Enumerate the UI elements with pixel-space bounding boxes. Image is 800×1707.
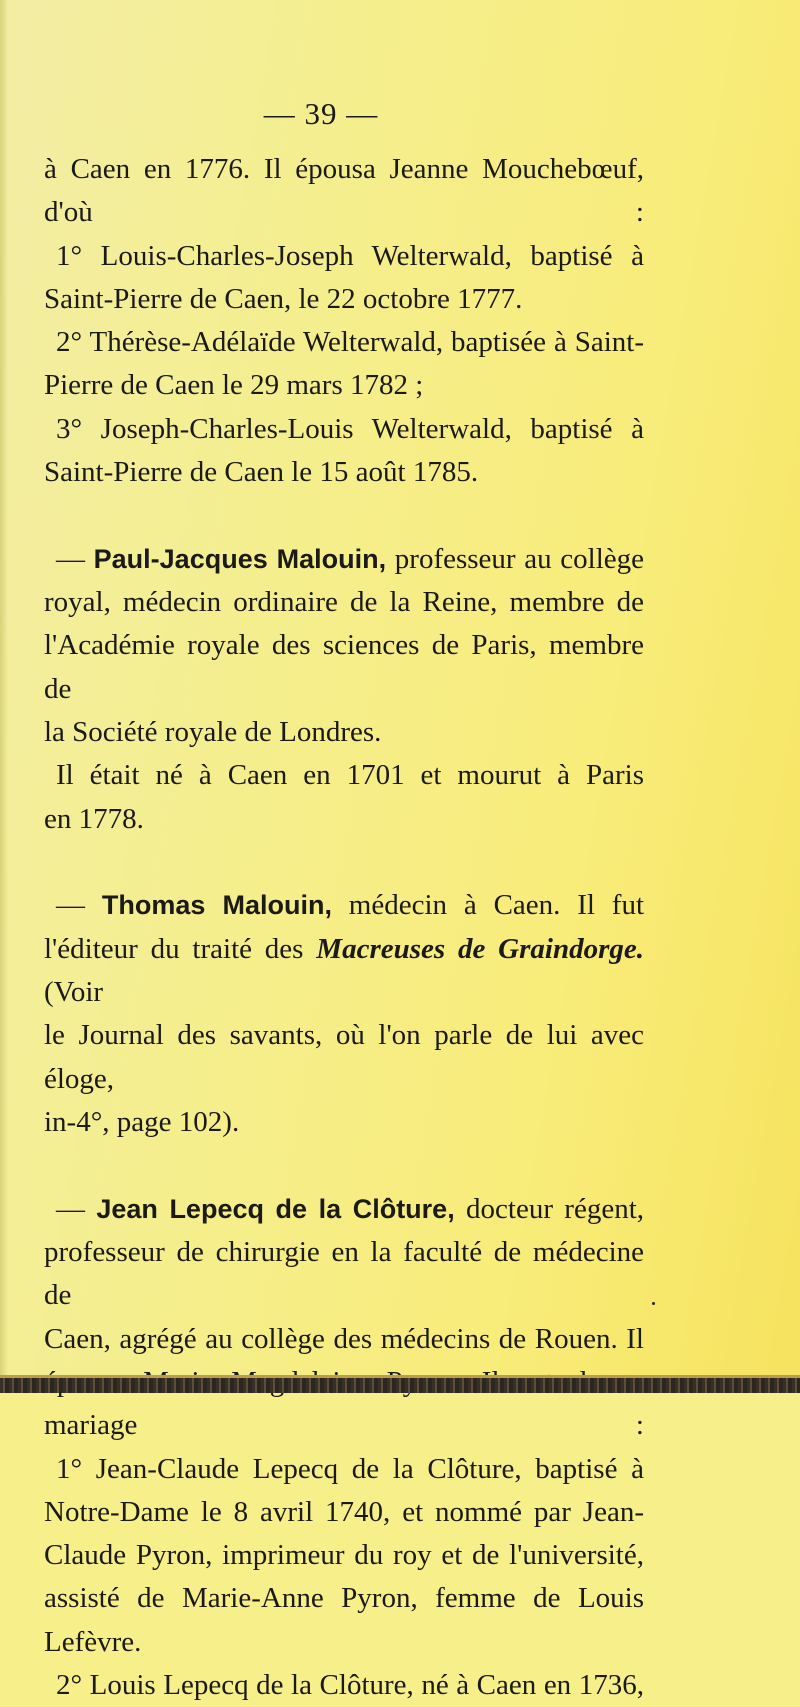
text-line: in-4°, page 102). xyxy=(44,1105,240,1138)
text-line: Il était né à Caen en 1701 et mourut à Paris xyxy=(56,759,644,792)
em-dash: — xyxy=(56,1192,97,1225)
text-fragment: docteur régent, xyxy=(454,1192,645,1225)
book-title: Macreuses de Graindorge. xyxy=(316,932,644,965)
text-fragment: (Voir xyxy=(44,976,104,1009)
text-line: Pierre de Caen le 29 mars 1782 ; xyxy=(44,369,424,402)
text-line: Lefèvre. xyxy=(44,1625,142,1658)
page-number: — 39 — xyxy=(263,96,379,131)
entry-paul-jacques-malouin xyxy=(44,538,644,581)
text-line: 3° Joseph-Charles-Louis Welterwald, baptisé à xyxy=(56,412,644,445)
text-line: Saint-Pierre de Caen, le 22 octobre 1777. xyxy=(44,282,523,315)
text-line: Caen, agrégé au collège des médecins de Rouen. Il xyxy=(44,1322,644,1355)
text-fragment: professeur au collège xyxy=(386,542,644,575)
text-line: royal, médecin ordinaire de la Reine, membre de xyxy=(44,586,644,619)
text-line: 1° Jean-Claude Lepecq de la Clôture, baptisé à xyxy=(56,1452,644,1485)
text-line xyxy=(44,928,644,1015)
text-line: mariage : xyxy=(44,1409,644,1442)
person-name: Thomas Malouin, xyxy=(101,890,332,921)
text-line: Notre-Dame le 8 avril 1740, et nommé par Jean- xyxy=(44,1495,644,1528)
text-line: Saint-Pierre de Caen le 15 août 1785. xyxy=(44,456,479,489)
scan-edge-band xyxy=(0,1378,800,1393)
em-dash: — xyxy=(56,889,102,922)
text-line: professeur de chirurgie en la faculté de médecine de xyxy=(44,1236,644,1312)
person-name: Paul-Jacques Malouin, xyxy=(93,543,387,574)
text-line: 2° Thérèse-Adélaïde Welterwald, baptisée à Saint- xyxy=(56,326,644,359)
em-dash: — xyxy=(56,542,94,575)
text-line: le Journal des savants, où l'on parle de lui avec éloge, xyxy=(44,1019,644,1095)
text-line: en 1778. xyxy=(44,802,144,835)
text-line: 2° Louis Lepecq de la Clôture, né à Caen en 1736, xyxy=(56,1669,644,1701)
entry-jean-lepecq xyxy=(44,1188,644,1231)
ink-speck xyxy=(652,1302,655,1305)
text-line: Claude Pyron, imprimeur du roy et de l'université, xyxy=(44,1539,644,1572)
text-line: 1° Louis-Charles-Joseph Welterwald, baptisé à xyxy=(56,239,644,272)
entry-thomas-malouin xyxy=(44,884,644,927)
text-line: assisté de Marie-Anne Pyron, femme de Louis xyxy=(44,1582,644,1615)
person-name: Jean Lepecq de la Clôture, xyxy=(96,1193,455,1224)
text-line: l'Académie royale des sciences de Paris, membre de xyxy=(44,629,644,705)
text-line: la Société royale de Londres. xyxy=(44,716,382,749)
text-line: à Caen en 1776. Il épousa Jeanne Mouchebœuf, d'où : xyxy=(44,153,644,229)
text-fragment: médecin à Caen. Il fut xyxy=(331,889,645,922)
body-text xyxy=(44,148,644,1707)
text-fragment: l'éditeur du traité des xyxy=(44,932,317,965)
